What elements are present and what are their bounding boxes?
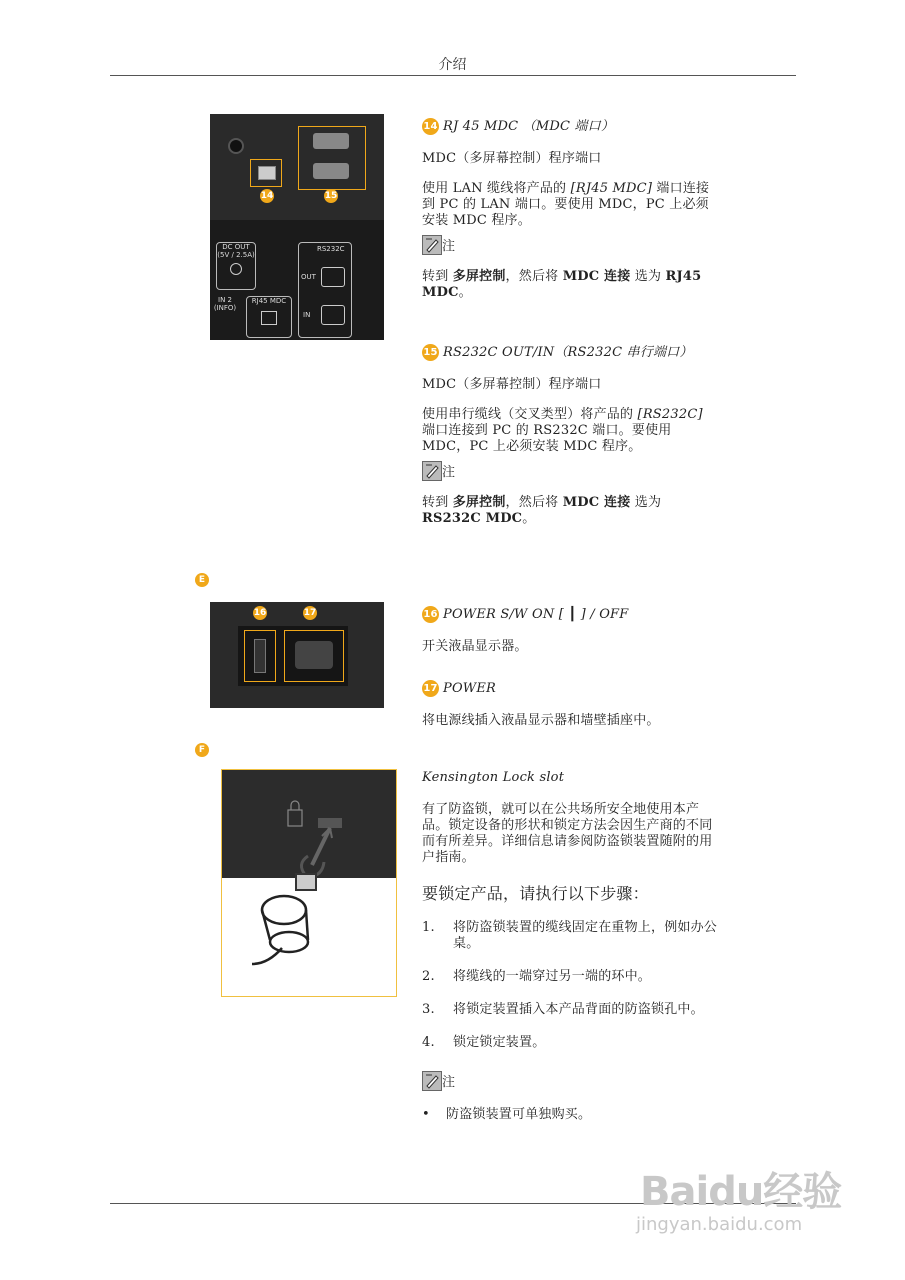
note-icon bbox=[422, 235, 442, 255]
rj45-title: 14 RJ 45 MDC （MDC 端口） bbox=[423, 119, 615, 134]
kensington-body: 有了防盗锁，就可以在公共场所安全地使用本产品。锁定设备的形状和锁定方法会因生产商的不同而有所差异。详细信息请参阅防盗锁装置随附的用户指南。 bbox=[422, 802, 713, 865]
rs232c-port-block: RS232C OUT IN bbox=[298, 242, 352, 338]
in2-port: IN 2 (INFO) bbox=[213, 296, 237, 312]
rj45-section bbox=[422, 118, 718, 301]
rj45-note-heading: 注 bbox=[422, 235, 718, 255]
rj45-note-text: 转到 多屏控制，然后将 MDC 连接 选为 RJ45 MDC。 bbox=[422, 269, 702, 300]
kensington-steps bbox=[422, 920, 718, 1051]
rj45-mdc-port: RJ45 MDC bbox=[246, 296, 292, 338]
section-f-badge: F bbox=[195, 743, 209, 757]
rs232-title: 15 RS232C OUT/IN（RS232C 串行端口） bbox=[423, 345, 693, 360]
baidu-watermark-url: jingyan.baidu.com bbox=[636, 1214, 803, 1235]
rj45-port-highlight bbox=[250, 159, 282, 187]
rs232-note-heading: 注 bbox=[422, 461, 718, 481]
baidu-watermark-logo: Baidu经验 bbox=[640, 1169, 842, 1215]
kensington-lock-image bbox=[221, 769, 397, 997]
badge-16-icon: 16 bbox=[253, 608, 267, 618]
rs232-body: 使用串行缆线（交叉类型）将产品的 [RS232C] 端口连接到 PC 的 RS232C 端口。要使用 MDC，PC 上必须安装 MDC 程序。 bbox=[422, 407, 703, 454]
rs232-subtitle: MDC（多屏幕控制）程序端口 bbox=[422, 377, 602, 392]
badge-14-icon: 14 bbox=[260, 191, 274, 201]
note-icon bbox=[422, 1071, 442, 1091]
kensington-title: Kensington Lock slot bbox=[422, 770, 565, 785]
rs232-section bbox=[422, 344, 718, 527]
rj45-body: 使用 LAN 缆线将产品的 [RJ45 MDC] 端口连接到 PC 的 LAN 端口。要使用 MDC，PC 上必须安装 MDC 程序。 bbox=[422, 181, 710, 228]
badge-17-icon: 17 bbox=[303, 608, 317, 618]
section-e-badge: E bbox=[195, 573, 209, 587]
power-body: 将电源线插入液晶显示器和墙壁插座中。 bbox=[422, 713, 660, 728]
power-switch-body: 开关液晶显示器。 bbox=[422, 639, 528, 654]
power-switch-highlight bbox=[244, 630, 276, 682]
badge-14-icon: 14 bbox=[422, 118, 439, 135]
power-section bbox=[422, 680, 718, 729]
badge-17-icon: 17 bbox=[422, 680, 439, 697]
dc-out-port: DC OUT (5V / 2.5A) bbox=[216, 242, 256, 290]
rear-panel-image-power bbox=[210, 602, 384, 708]
list-item: 1. 将防盗锁装置的缆线固定在重物上，例如办公桌。 bbox=[422, 920, 718, 951]
rs232-port-highlight bbox=[298, 126, 366, 190]
power-socket-highlight bbox=[284, 630, 344, 682]
list-item: 3. 将锁定装置插入本产品背面的防盗锁孔中。 bbox=[422, 1002, 704, 1017]
kensington-steps-heading: 要锁定产品，请执行以下步骤： bbox=[422, 884, 649, 903]
rj45-subtitle: MDC（多屏幕控制）程序端口 bbox=[422, 151, 602, 166]
rear-panel-image-ports bbox=[210, 114, 384, 340]
kensington-note-heading: 注 bbox=[422, 1071, 718, 1091]
list-item: 2. 将缆线的一端穿过另一端的环中。 bbox=[422, 969, 652, 984]
rs232-note-text: 转到 多屏控制，然后将 MDC 连接 选为 RS232C MDC。 bbox=[422, 495, 662, 526]
header-rule bbox=[110, 75, 796, 76]
page-header: 介绍 bbox=[438, 57, 467, 73]
power-switch-title: 16 POWER S/W ON [ ┃ ] / OFF bbox=[423, 607, 629, 622]
badge-16-icon: 16 bbox=[422, 606, 439, 623]
power-title: 17 POWER bbox=[423, 681, 497, 696]
power-switch-section bbox=[422, 606, 718, 655]
badge-15-icon: 15 bbox=[422, 344, 439, 361]
kensington-section bbox=[422, 770, 718, 1123]
badge-15-icon: 15 bbox=[324, 191, 338, 201]
list-item: 4. 锁定锁定装置。 bbox=[422, 1035, 546, 1050]
note-icon bbox=[422, 461, 442, 481]
kensington-note-bullet: • 防盗锁装置可单独购买。 bbox=[422, 1107, 592, 1122]
